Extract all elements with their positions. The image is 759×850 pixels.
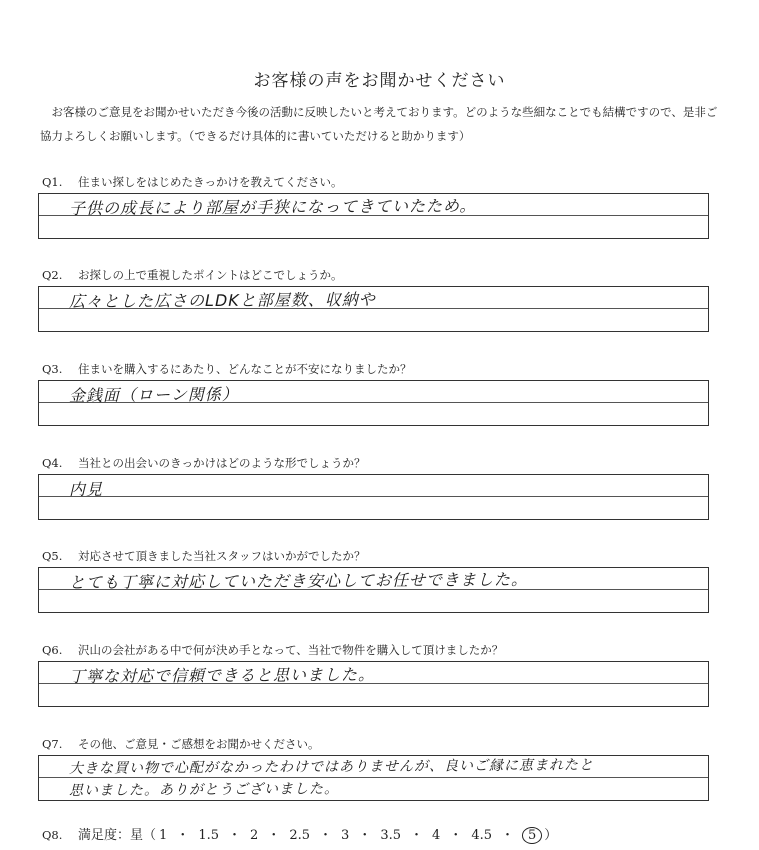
question-number: Q2. [42,268,63,282]
question-text: 住まいを購入するにあたり、どんなことが不安になりましたか？ [78,362,412,376]
answer-box-3[interactable] [38,380,709,426]
question-number: Q8. [42,828,63,842]
question-text: その他、ご意見・ご感想をお聞かせください。 [78,737,320,751]
rating-separator: ・ [319,828,333,843]
answer-line-1: 内見 [68,479,104,499]
rating-option-4-5[interactable]: 4.5 [471,828,492,843]
question-1 [42,174,343,190]
answer-line-1: 子供の成長により部屋が手狭になってきていたため。 [68,196,477,218]
question-text: 沢山の会社がある中で何が決め手となって、当社で物件を購入して頂けましたか？ [78,643,504,657]
rating-option-3-5[interactable]: 3.5 [380,828,401,843]
question-text: お探しの上で重視したポイントはどこでしょうか。 [78,268,343,282]
answer-box-2[interactable] [38,286,709,332]
rating-row [42,824,557,844]
question-5 [42,548,366,564]
rating-label: 満足度：星（ [78,828,157,843]
answer-line-1: 広々とした広さのLDKと部屋数、収納や [68,289,376,311]
intro-text: お客様のご意見をお聞かせいただき今後の活動に反映したいと考えております。どのような些細なことでも結構ですので、是非ご協力よろしくお願いします。（できるだけ具体的に書いていただけると助かります） [40,105,718,143]
question-number: Q6. [42,643,63,657]
rating-close: ） [544,828,558,843]
answer-box-6[interactable] [38,661,709,707]
rating-option-1-5[interactable]: 1.5 [198,828,219,843]
rating-separator: ・ [501,828,515,843]
question-number: Q1. [42,175,63,189]
rating-separator: ・ [267,828,281,843]
rating-options [156,828,544,843]
answer-line-1: とても丁寧に対応していただき安心してお任せできました。 [68,569,529,592]
rating-option-2-5[interactable]: 2.5 [289,828,310,843]
rating-option-4[interactable]: 4 [432,828,441,843]
question-6 [42,642,503,658]
rating-separator: ・ [228,828,242,843]
answer-box-4[interactable] [38,474,709,520]
question-7 [42,736,320,752]
question-text: 住まい探しをはじめたきっかけを教えてください。 [78,175,343,189]
question-number: Q4. [42,456,63,470]
question-number: Q7. [42,737,63,751]
answer-line-1: 丁寧な対応で信頼できると思いました。 [68,664,376,686]
rating-separator: ・ [358,828,372,843]
rating-option-3[interactable]: 3 [341,828,350,843]
answer-box-7[interactable] [38,755,709,801]
rating-option-1[interactable]: 1 [159,828,168,843]
question-2 [42,267,343,283]
rating-option-5[interactable]: 5 [522,827,542,844]
answer-line-1: 金銭面（ローン関係） [68,384,239,405]
rating-separator: ・ [176,828,190,843]
question-number: Q3. [42,362,63,376]
question-text: 対応させて頂きました当社スタッフはいかがでしたか？ [78,549,366,563]
answer-box-5[interactable] [38,567,709,613]
question-3 [42,361,412,377]
answer-line-1: 大きな買い物で心配がなかったわけではありませんが、良いご縁に恵まれたと [68,757,595,777]
rating-separator: ・ [449,828,463,843]
answer-box-1[interactable] [38,193,709,239]
question-4 [42,455,366,471]
page-title: お客様の声をお聞かせください [253,71,506,91]
answer-line-2: 思いました。ありがとうございました。 [68,781,340,799]
question-number: Q5. [42,549,63,563]
rating-separator: ・ [410,828,424,843]
rating-option-2[interactable]: 2 [250,828,259,843]
question-text: 当社との出会いのきっかけはどのような形でしょうか？ [78,456,366,470]
